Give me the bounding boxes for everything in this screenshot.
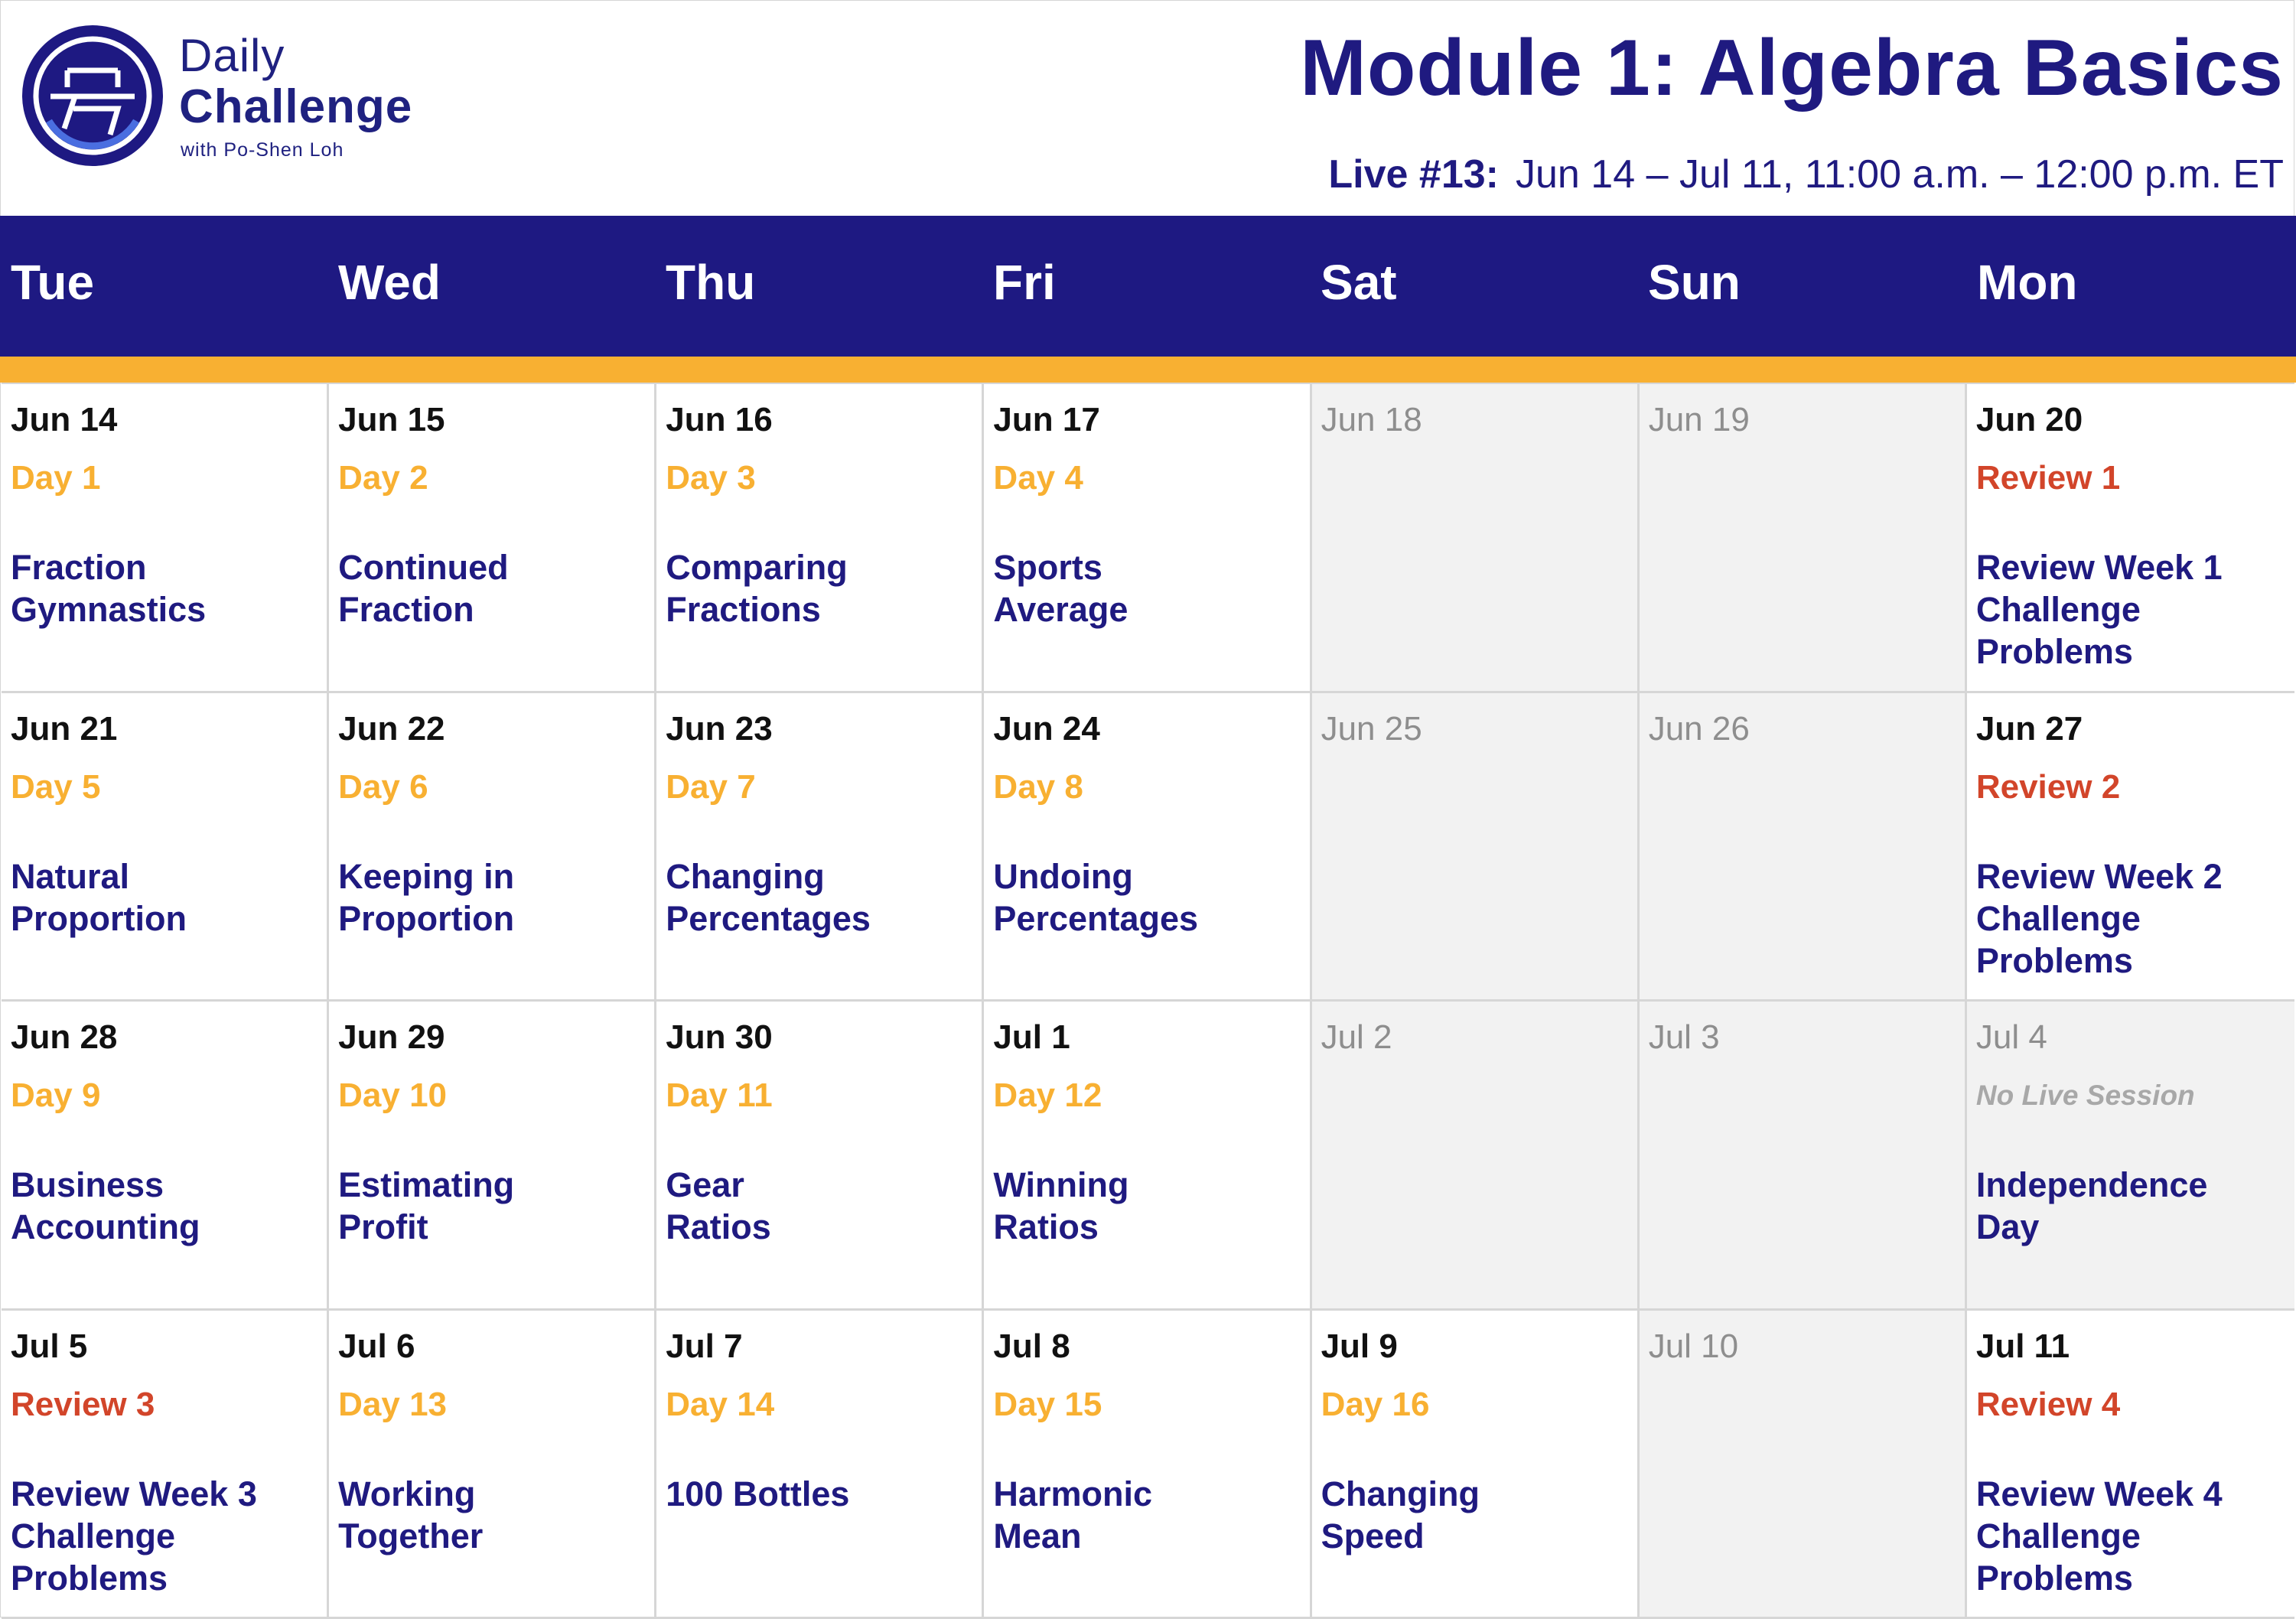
calendar-day-cell (329, 384, 656, 693)
lesson-topic-line: Percentages (993, 898, 1199, 938)
no-live-session-label: No Live Session (1975, 1080, 2195, 1111)
weekday-tue: Tue (11, 255, 95, 310)
calendar-day-cell (656, 693, 984, 1002)
lesson-topic-line: Average (993, 590, 1128, 629)
lesson-topic-line: Business (11, 1165, 164, 1204)
cell-date: Jun 17 (993, 401, 1100, 438)
calendar-day-cell (656, 384, 984, 693)
weekday-sat: Sat (1321, 255, 1397, 310)
daily-challenge-logo-icon (20, 23, 165, 168)
calendar-day-cell (1312, 384, 1640, 693)
calendar-day-cell (984, 1311, 1311, 1619)
lesson-topic-line: Changing (1321, 1474, 1480, 1513)
calendar-day-cell (329, 1311, 656, 1619)
calendar-day-cell (1967, 384, 2294, 693)
lesson-topic (338, 1473, 645, 1557)
calendar-day-cell (984, 1002, 1311, 1311)
lesson-topic-line: Problems (1975, 1558, 2133, 1598)
lesson-topic (11, 855, 318, 940)
calendar-day-cell (1312, 693, 1640, 1002)
day-number-label: Day 1 (11, 459, 101, 497)
lesson-topic-line: Winning (993, 1165, 1129, 1204)
lesson-topic (993, 546, 1300, 630)
lesson-topic (666, 1164, 972, 1248)
lesson-topic-line: Independence (1975, 1165, 2208, 1204)
lesson-topic-line: Challenge (1975, 898, 2141, 938)
lesson-topic-line: Sports (993, 548, 1102, 587)
cell-date: Jun 19 (1648, 401, 1750, 438)
calendar-day-cell (1312, 1002, 1640, 1311)
lesson-topic-line: Day (1975, 1207, 2040, 1246)
lesson-topic-line: Review Week 2 (1975, 856, 2223, 896)
calendar-day-cell (329, 693, 656, 1002)
calendar-day-cell (656, 1311, 984, 1619)
cell-date: Jul 8 (993, 1327, 1070, 1365)
lesson-topic-line: Working (338, 1474, 476, 1513)
lesson-topic (666, 546, 972, 630)
lesson-topic-line: Fraction (338, 590, 474, 629)
lesson-topic (666, 855, 972, 940)
lesson-topic (1976, 855, 2285, 982)
day-number-label: Day 13 (338, 1385, 448, 1423)
weekday-sun: Sun (1648, 255, 1741, 310)
lesson-topic-line: Fraction (11, 548, 147, 587)
lesson-topic-line: Changing (666, 856, 825, 896)
lesson-topic-line: Proportion (11, 898, 187, 938)
calendar-day-cell (1640, 1002, 1967, 1311)
calendar-day-cell (1967, 693, 2294, 1002)
lesson-topic (993, 1473, 1300, 1557)
brand-tagline: with Po-Shen Loh (181, 139, 344, 161)
live-schedule-line (1328, 151, 2284, 197)
lesson-topic-line: Keeping in (338, 856, 515, 896)
live-session-schedule: Jun 14 – Jul 11, 11:00 a.m. – 12:00 p.m. ET (1516, 152, 2284, 197)
lesson-topic (338, 546, 645, 630)
cell-date: Jun 14 (11, 401, 118, 438)
calendar-day-cell (2, 693, 329, 1002)
cell-date: Jun 18 (1321, 401, 1422, 438)
lesson-topic-line: Accounting (11, 1207, 200, 1246)
lesson-topic-line: Percentages (666, 898, 871, 938)
cell-date: Jun 16 (666, 401, 773, 438)
weekday-fri: Fri (993, 255, 1056, 310)
lesson-topic-line: Gymnastics (11, 590, 207, 629)
weekday-thu: Thu (666, 255, 756, 310)
cell-date: Jul 6 (338, 1327, 415, 1365)
day-number-label: Day 9 (11, 1077, 101, 1114)
lesson-topic-line: Gear (666, 1165, 744, 1204)
lesson-topic-line: Challenge (1975, 1516, 2141, 1555)
lesson-topic-line: Profit (338, 1207, 428, 1246)
review-label: Review 2 (1975, 767, 2121, 806)
day-number-label: Day 11 (666, 1077, 773, 1114)
calendar-day-cell (329, 1002, 656, 1311)
day-number-label: Day 8 (993, 767, 1083, 806)
calendar-day-cell (984, 693, 1311, 1002)
cell-date: Jul 10 (1648, 1327, 1739, 1365)
cell-date: Jun 15 (338, 401, 445, 438)
lesson-topic-line: Review Week 3 (11, 1474, 257, 1513)
calendar-day-cell (1640, 693, 1967, 1002)
lesson-topic (11, 546, 318, 630)
review-label: Review 4 (1975, 1385, 2121, 1423)
day-number-label: Day 15 (993, 1385, 1102, 1423)
day-number-label: Day 10 (338, 1077, 448, 1114)
lesson-topic (338, 855, 645, 940)
live-session-label: Live #13: (1328, 152, 1499, 197)
day-number-label: Day 2 (338, 459, 428, 497)
lesson-topic-line: Ratios (666, 1207, 771, 1246)
day-number-label: Day 4 (993, 459, 1083, 497)
lesson-topic (11, 1164, 318, 1248)
lesson-topic (11, 1473, 318, 1599)
day-number-label: Day 14 (666, 1385, 775, 1423)
cell-date: Jun 21 (11, 709, 118, 748)
calendar-day-cell (984, 384, 1311, 693)
calendar-day-cell (1312, 1311, 1640, 1619)
lesson-topic-line: Fractions (666, 590, 821, 629)
brand-daily: Daily (179, 30, 285, 81)
lesson-topic-line: Challenge (1975, 590, 2141, 629)
brand-challenge: Challenge (179, 80, 413, 133)
cell-date: Jun 29 (338, 1018, 445, 1056)
cell-date: Jul 1 (993, 1018, 1070, 1056)
lesson-topic (993, 855, 1300, 940)
lesson-topic (1976, 1473, 2285, 1599)
calendar-grid (2, 383, 2294, 1619)
lesson-topic (1976, 546, 2285, 673)
cell-date: Jul 7 (666, 1327, 743, 1365)
day-number-label: Day 3 (666, 459, 756, 497)
lesson-topic-line: Together (338, 1516, 484, 1555)
cell-date: Jul 9 (1321, 1327, 1398, 1365)
cell-date: Jun 30 (666, 1018, 773, 1056)
lesson-topic-line: 100 Bottles (666, 1474, 850, 1513)
lesson-topic-line: Natural (11, 856, 130, 896)
module-title: Module 1: Algebra Basics (1300, 24, 2284, 112)
cell-date: Jun 27 (1975, 709, 2083, 748)
cell-date: Jul 5 (11, 1327, 88, 1365)
lesson-topic-line: Speed (1321, 1516, 1425, 1555)
review-label: Review 1 (1975, 459, 2121, 497)
lesson-topic (338, 1164, 645, 1248)
lesson-topic-line: Problems (1975, 632, 2133, 671)
review-label: Review 3 (11, 1385, 155, 1423)
day-number-label: Day 16 (1321, 1385, 1430, 1423)
weekday-wed: Wed (338, 255, 441, 310)
calendar-day-cell (2, 1002, 329, 1311)
lesson-topic-line: Review Week 1 (1975, 548, 2223, 587)
day-number-label: Day 6 (338, 767, 428, 806)
lesson-topic-line: Mean (993, 1516, 1082, 1555)
lesson-topic-line: Proportion (338, 898, 515, 938)
day-number-label: Day 5 (11, 767, 101, 806)
calendar-day-cell (1967, 1002, 2294, 1311)
lesson-topic (1321, 1473, 1628, 1557)
cell-date: Jun 20 (1975, 401, 2083, 438)
lesson-topic (666, 1473, 972, 1515)
lesson-topic-line: Ratios (993, 1207, 1099, 1246)
cell-date: Jun 22 (338, 709, 445, 748)
cell-date: Jul 2 (1321, 1018, 1392, 1056)
lesson-topic-line: Problems (1975, 940, 2133, 980)
calendar-day-cell (2, 1311, 329, 1619)
lesson-topic (1976, 1164, 2285, 1248)
cell-date: Jul 3 (1648, 1018, 1720, 1056)
calendar-day-cell (656, 1002, 984, 1311)
day-number-label: Day 7 (666, 767, 756, 806)
header-accent-stripe (0, 357, 2296, 383)
lesson-topic-line: Harmonic (993, 1474, 1152, 1513)
calendar-day-cell (1640, 384, 1967, 693)
lesson-topic (993, 1164, 1300, 1248)
lesson-topic-line: Comparing (666, 548, 848, 587)
calendar-day-cell (2, 384, 329, 693)
cell-date: Jun 26 (1648, 709, 1750, 748)
lesson-topic-line: Estimating (338, 1165, 515, 1204)
lesson-topic-line: Undoing (993, 856, 1133, 896)
lesson-topic-line: Problems (11, 1558, 168, 1598)
calendar-day-cell (1967, 1311, 2294, 1619)
cell-date: Jun 25 (1321, 709, 1422, 748)
cell-date: Jun 23 (666, 709, 773, 748)
cell-date: Jun 28 (11, 1018, 118, 1056)
cell-date: Jul 11 (1975, 1327, 2070, 1365)
cell-date: Jun 24 (993, 709, 1100, 748)
lesson-topic-line: Challenge (11, 1516, 176, 1555)
lesson-topic-line: Continued (338, 548, 509, 587)
day-number-label: Day 12 (993, 1077, 1102, 1114)
weekday-mon: Mon (1977, 255, 2078, 310)
lesson-topic-line: Review Week 4 (1975, 1474, 2223, 1513)
calendar-day-cell (1640, 1311, 1967, 1619)
cell-date: Jul 4 (1975, 1018, 2047, 1056)
